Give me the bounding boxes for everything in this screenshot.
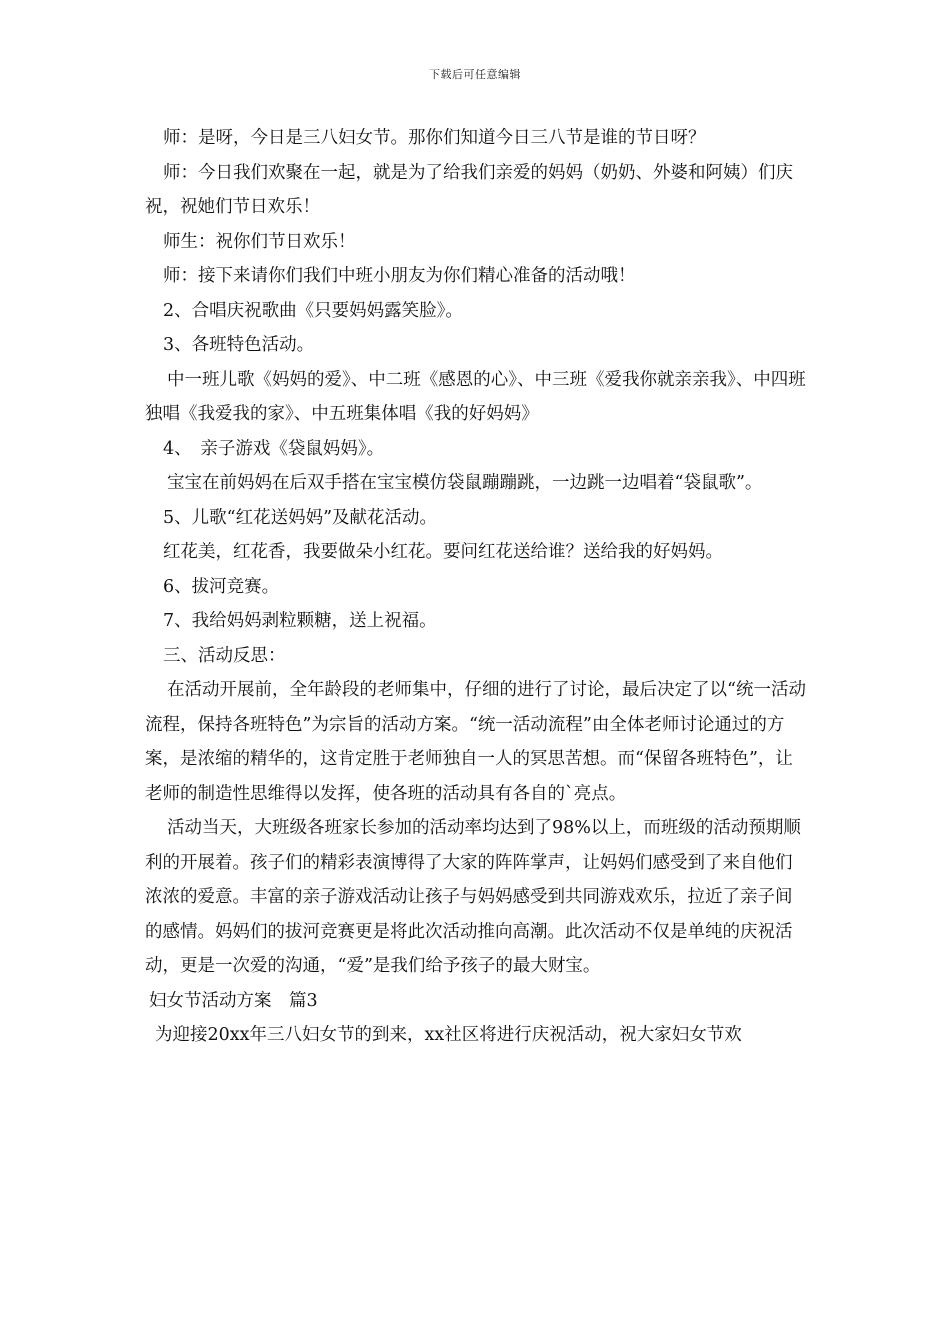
paragraph: 5、儿歌“红花送妈妈”及献花活动。 [163, 507, 438, 528]
document-body [145, 121, 807, 1053]
paragraph: 3、各班特色活动。 [163, 335, 315, 355]
paragraph: 师：接下来请你们我们中班小朋友为你们精心准备的活动哦！ [163, 266, 636, 286]
paragraph: 师生：祝你们节日欢乐！ [163, 231, 356, 252]
paragraph: 红花美，红花香，我要做朵小红花。要问红花送给谁？送给我的好妈妈。 [163, 542, 723, 562]
paragraph: 宝宝在前妈妈在后双手搭在宝宝模仿袋鼠蹦蹦跳，一边跳一边唱着“袋鼠歌”。 [167, 473, 763, 493]
paragraph: 在活动开展前，全年龄段的老师集中，仔细的进行了讨论，最后决定了以“统一活动流程，保持各班特色”为宗旨的活动方案。“统一活动流程”由全体老师讨论通过的方案，是浓缩的精华的，这肯定胜于老师独自一人的冥思苦想。而“保留各班特色”，让老师的制造性思维得以发挥，使各班的活动具有各自的`亮点。 [145, 680, 806, 804]
paragraph: 7、我给妈妈剥粒颗糖，送上祝福。 [163, 611, 437, 631]
section-heading: 妇女节活动方案 篇3 [149, 990, 318, 1011]
paragraph: 活动当天，大班级各班家长参加的活动率均达到了98%以上，而班级的活动预期顺利的开展着。孩子们的精彩表演博得了大家的阵阵掌声，让妈妈们感受到了来自他们浓浓的爱意。丰富的亲子游戏活动让孩子与妈妈感受到共同游戏欢乐，拉近了亲子间的感情。妈妈们的拔河竞赛更是将此次活动推向高潮。此次活动不仅是单纯的庆祝活动，更是一次爱的沟通，“爱”是我们给予孩子的最大财宝。 [145, 818, 801, 976]
paragraph: 中一班儿歌《妈妈的爱》、中二班《感恩的心》、中三班《爱我你就亲亲我》、中四班独唱《我爱我的家》、中五班集体唱《我的好妈妈》 [145, 369, 806, 424]
paragraph: 2、合唱庆祝歌曲《只要妈妈露笑脸》。 [163, 300, 463, 321]
paragraph: 为迎接20xx年三八妇女节的到来，xx社区将进行庆祝活动，祝大家妇女节欢 [155, 1025, 742, 1045]
paragraph: 6、拔河竞赛。 [163, 576, 280, 597]
section-heading: 三、活动反思： [163, 645, 286, 666]
paragraph: 4、 亲子游戏《袋鼠妈妈》。 [163, 438, 385, 459]
page-header: 下载后可任意编辑 [429, 68, 521, 81]
paragraph: 师：是呀，今日是三八妇女节。那你们知道今日三八节是谁的节日呀？ [163, 128, 706, 148]
paragraph: 师：今日我们欢聚在一起，就是为了给我们亲爱的妈妈（奶奶、外婆和阿姨）们庆祝，祝她们节日欢乐！ [145, 162, 793, 217]
